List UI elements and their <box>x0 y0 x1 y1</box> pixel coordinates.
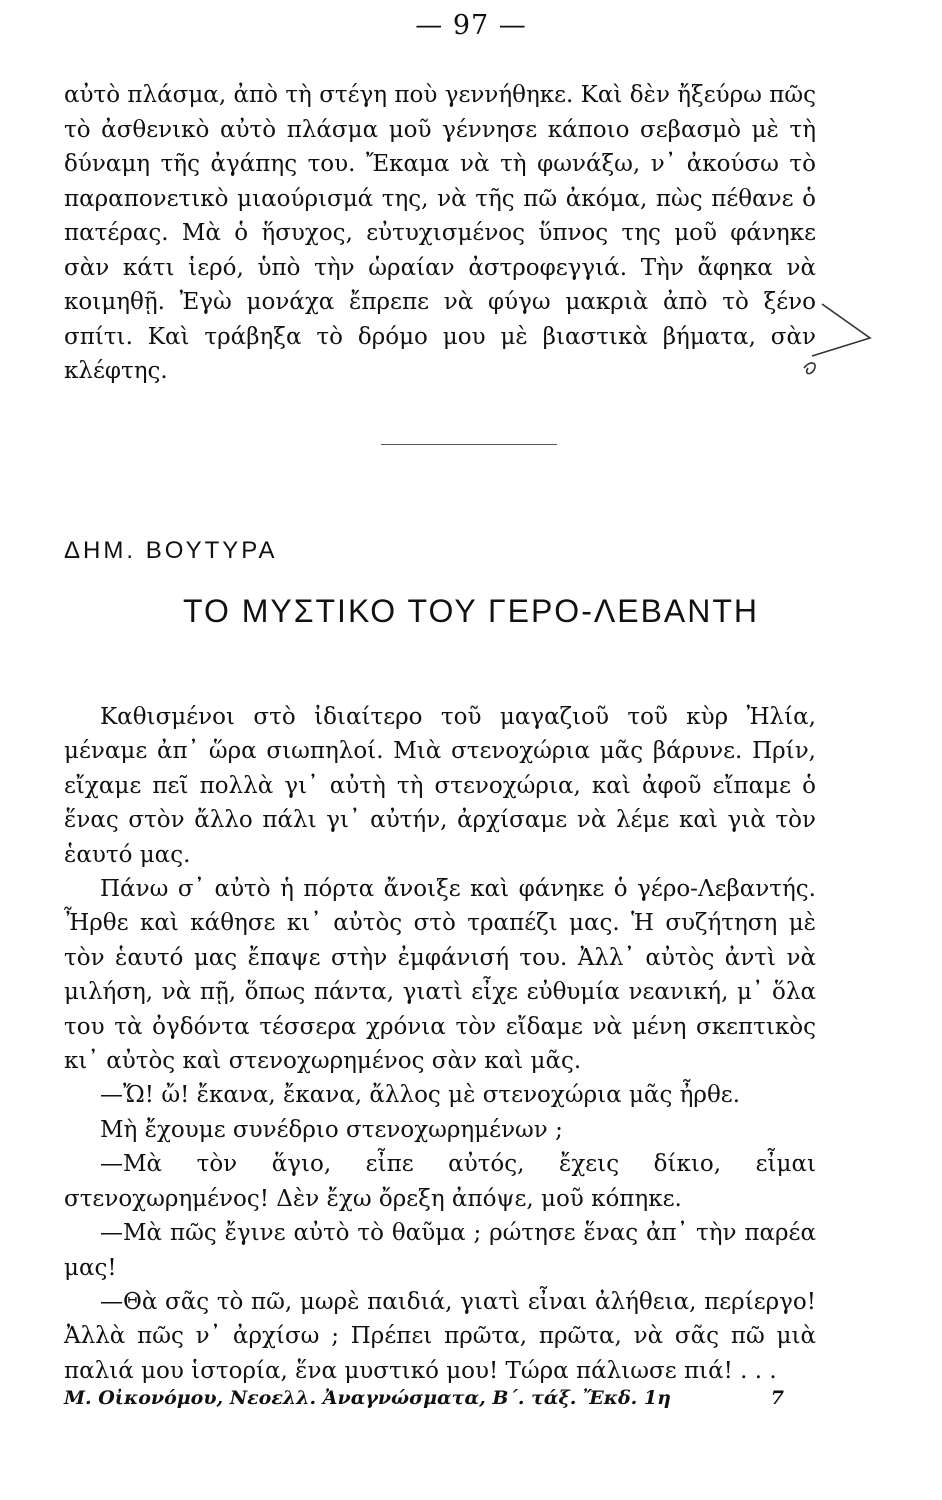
story-paragraph: —Μὰ τὸν ἅγιο, εἶπε αὐτός, ἔχεις δίκιο, εἶμαι στενοχωρημένος! Δὲν ἔχω ὄρεξη ἀπόψε, μοῦ κόπηκε. <box>64 1151 816 1212</box>
handwritten-margin-mark <box>800 298 880 378</box>
previous-story-ending: αὐτὸ πλάσμα, ἀπὸ τὴ στέγη ποὺ γεννήθηκε. Καὶ δὲν ἤξεύρω πῶς τὸ ἀσθενικὸ αὐτὸ πλάσμα μοῦ γέννησε κάποιο σεβασμὸ μὲ τὴ δύναμη τῆς ἀγάπης του. Ἔκαμα νὰ τὴ φωνάξω, ν᾽ ἀκούσω τὸ παραπονετικὸ μιαούρισμά της, νὰ τῆς πῶ ἀκόμα, πὼς πέθανε ὁ πατέρας. Μὰ ὁ ἥσυχος, εὐτυχισμένος ὕπνος της μοῦ φάνηκε σὰν κάτι ἱερό, ὑπὸ τὴν ὡραίαν ἀστροφεγγιά. Τὴν ἄφηκα νὰ κοιμηθῇ. Ἐγὼ μονάχα ἔπρεπε νὰ φύγω μακριὰ ἀπὸ τὸ ξένο σπίτι. Καὶ τράβηξα τὸ δρόμο μου μὲ βιαστικὰ βήματα, σὰν κλέφτης. <box>64 82 816 384</box>
story-author: ΔΗΜ. ΒΟΥΤΥΡΑ <box>64 537 278 564</box>
story-paragraph: —Ὤ! ὤ! ἔκανα, ἔκανα, ἄλλος μὲ στενοχώρια μᾶς ἦρθε. <box>100 1082 741 1109</box>
story-paragraph: —Μὰ πῶς ἔγινε αὐτὸ τὸ θαῦμα ; ρώτησε ἕνας ἀπ᾽ τὴν παρέα μας! <box>64 1220 816 1281</box>
story-paragraph: Καθισμένοι στὸ ἰδιαίτερο τοῦ μαγαζιοῦ τοῦ κὺρ Ἠλία, μέναμε ἀπ᾽ ὥρα σιωπηλοί. Μιὰ στενοχώρια μᾶς βάρυνε. Πρίν, εἴχαμε πεῖ πολλὰ γι᾽ αὐτὴ τὴ στενοχώρια, καὶ ἀφοῦ εἴπαμε ὁ ἕνας στὸν ἄλλο πάλι γι᾽ αὐτήν, ἀρχίσαμε νὰ λέμε καὶ γιὰ τὸν ἑαυτό μας. <box>64 704 816 868</box>
story-body <box>64 700 816 1388</box>
story-title: ΤΟ ΜΥΣΤΙΚΟ ΤΟΥ ΓΕΡΟ-ΛΕΒΑΝΤΗ <box>182 593 760 629</box>
story-paragraph: —Θὰ σᾶς τὸ πῶ, μωρὲ παιδιά, γιατὶ εἶναι ἀλήθεια, περίεργο! Ἀλλὰ πῶς ν᾽ ἀρχίσω ; Πρέπει πρῶτα, πρῶτα, νὰ σᾶς πῶ μιὰ παλιά μου ἱστορία, ἕνα μυστικό μου! Τώρα πάλιωσε πιά! . . . <box>64 1288 816 1384</box>
story-paragraph: Πάνω σ᾽ αὐτὸ ἡ πόρτα ἄνοιξε καὶ φάνηκε ὁ γέρο-Λεβαντής. Ἦρθε καὶ κάθησε κι᾽ αὐτὸς στὸ τραπέζι μας. Ἡ συζήτηση μὲ τὸν ἑαυτό μας ἔπαψε στὴν ἐμφάνισή του. Ἀλλ᾽ αὐτὸς ἀντὶ νὰ μιλήση, νὰ πῇ, ὅπως πάντα, γιατὶ εἶχε εὐθυμία νεανική, μ᾽ ὅλα του τὰ ὀγδόντα τέσσερα χρόνια τὸν εἴδαμε νὰ μένη σκεπτικὸς κι᾽ αὐτὸς καὶ στενοχωρημένος σὰν καὶ μᾶς. <box>64 876 816 1075</box>
sheet-number: 7 <box>770 1387 784 1409</box>
page-footer <box>64 1387 816 1409</box>
story-paragraph: Μὴ ἔχουμε συνέδριο στενοχωρημένων ; <box>100 1116 563 1143</box>
page-number: — 97 — <box>415 10 527 41</box>
footer-source: Μ. Οἰκονόμου, Νεοελλ. Ἀναγνώσματα, Β΄. τάξ. Ἔκδ. 1η <box>64 1387 671 1409</box>
section-separator <box>381 444 557 445</box>
